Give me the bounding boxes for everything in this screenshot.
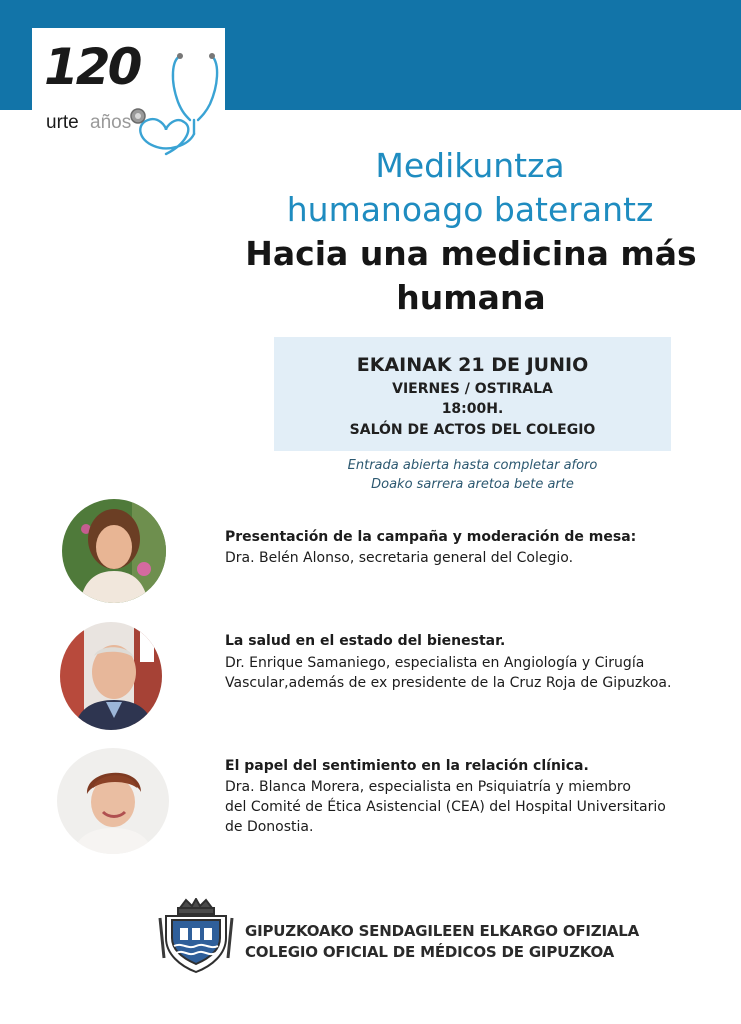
entry-note-basque: Doako sarrera aretoa bete arte (371, 477, 574, 492)
speaker-photo (57, 748, 169, 854)
title-spanish-line1: Hacia una medicina más (245, 234, 697, 273)
speaker-2-desc-line2: Vascular,además de ex presidente de la Cruz Roja de Gipuzkoa. (225, 675, 672, 691)
event-time: 18:00H. (441, 401, 504, 417)
title-basque-line2: humanoago baterantz (286, 190, 654, 229)
event-info-box (274, 337, 671, 451)
speaker-photo (60, 622, 162, 730)
speaker-3-desc-line1: Dra. Blanca Morera, especialista en Psiquiatría y miembro (225, 779, 631, 795)
speaker-2-desc-line1: Dr. Enrique Samaniego, especialista en Angiología y Cirugía (225, 655, 645, 671)
footer-name-basque: GIPUZKOAKO SENDAGILEEN ELKARGO OFIZIALA (245, 922, 640, 940)
speaker-3-desc-line3: de Donostia. (225, 819, 314, 835)
logo-urte: urte (46, 112, 79, 133)
entry-note-spanish: Entrada abierta hasta completar aforo (347, 458, 598, 473)
anniversary-logo (32, 28, 225, 160)
footer-name-spanish: COLEGIO OFICIAL DE MÉDICOS DE GIPUZKOA (245, 943, 615, 961)
event-date: EKAINAK 21 DE JUNIO (356, 354, 589, 376)
speaker-2-topic: La salud en el estado del bienestar. (225, 633, 506, 649)
title-basque-line1: Medikuntza (375, 146, 565, 185)
logo-anos: años (90, 112, 132, 133)
crest-icon (158, 898, 234, 978)
speaker-3-desc-line2: del Comité de Ética Asistencial (CEA) del Hospital Universitario (225, 799, 666, 815)
speaker-1-desc-line1: Dra. Belén Alonso, secretaria general del Colegio. (225, 550, 574, 566)
speaker-3-topic: El papel del sentimiento en la relación clínica. (225, 758, 589, 774)
logo-number: 120 (44, 38, 140, 96)
event-place: SALÓN DE ACTOS DEL COLEGIO (349, 422, 596, 438)
speaker-1-topic: Presentación de la campaña y moderación de mesa: (225, 529, 637, 545)
event-day: VIERNES / OSTIRALA (392, 381, 553, 397)
speaker-photo (62, 499, 166, 603)
stethoscope-heart-icon (128, 50, 224, 156)
title-spanish-line2: humana (396, 278, 546, 317)
